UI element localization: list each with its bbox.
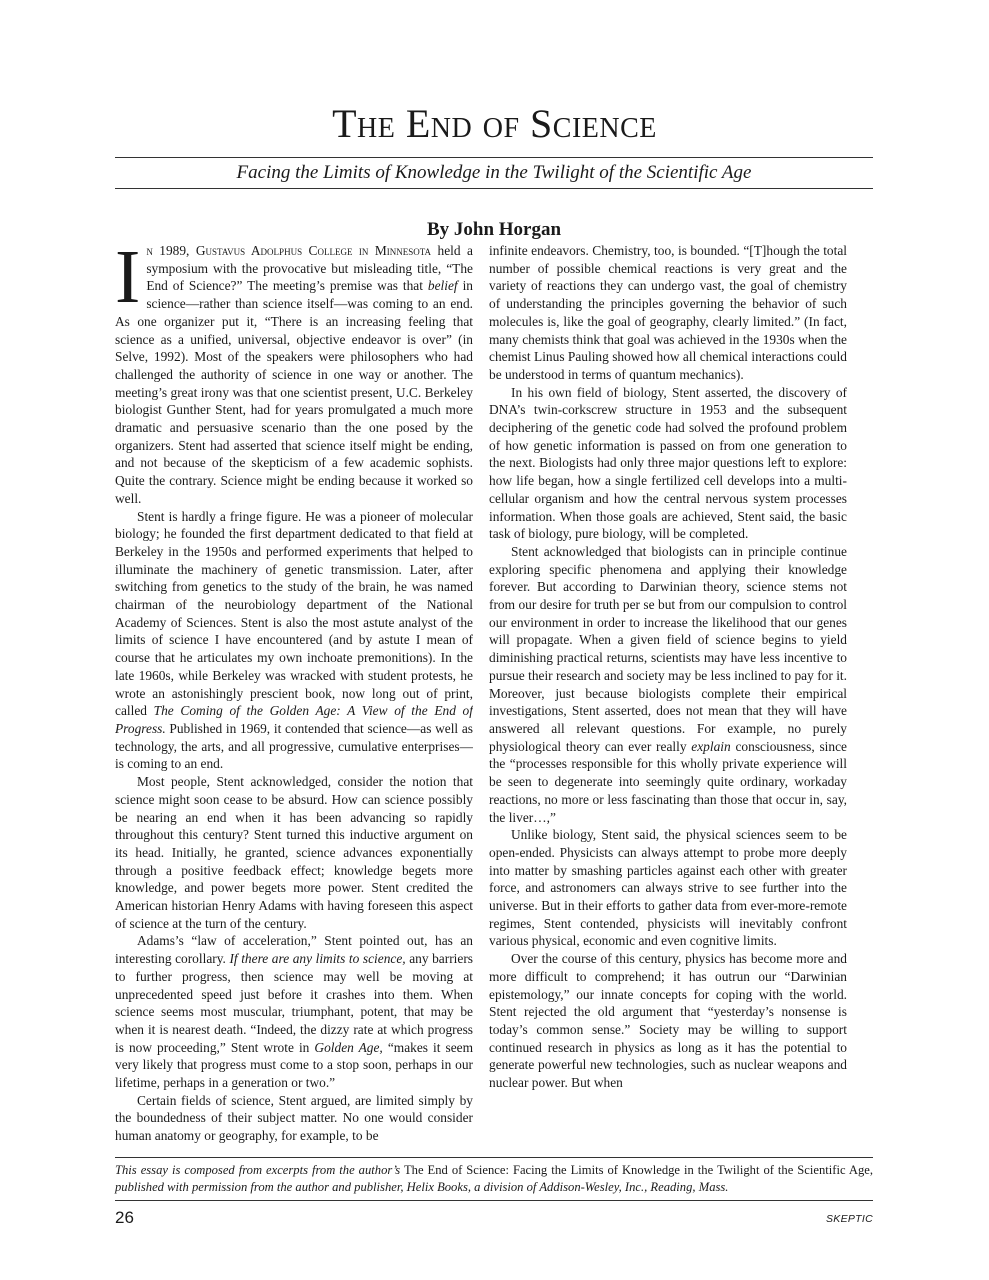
title-rule-bottom [115, 188, 873, 189]
left-column [115, 242, 473, 1152]
text-run: Adams’s “law of acceleration,” Stent pointed out, has an interesting corollary. [115, 933, 473, 967]
magazine-name: SKEPTIC [825, 1213, 873, 1225]
title-rule-top [115, 157, 873, 158]
text-run: held a symposium with the provocative but misleading title, “The End of Science?” The meeting’s premise was that [146, 243, 473, 294]
paragraph [489, 543, 847, 826]
footnote-book-title: The End of Science: Facing the Limits of Knowledge in the Twilight of the Scientific Age, [400, 1163, 873, 1177]
article-subtitle: Facing the Limits of Knowledge in the Twilight of the Scientific Age [236, 162, 752, 183]
text-run: consciousness, since the “processes responsible for this wholly private experience will be seen to degenerate into seemingly quite ordinary, workaday reactions, no more or less fascinating than those that occur in, say, the liver…,” [489, 738, 847, 825]
footnote-text: This essay is composed from excerpts from the author’s [115, 1163, 401, 1177]
book-title: The Coming of the Golden Age: A View of the End of Progress. [115, 703, 473, 736]
text-run: Published in 1969, it contended that science—as well as technology, the arts, and all progressive, cumulative enterprises—is coming to an end. [115, 720, 473, 772]
paragraph: Certain fields of science, Stent argued, are limited simply by the boundedness of their subject matter. No one would consider human anatomy or geography, for example, to be [115, 1092, 473, 1144]
paragraph: Most people, Stent acknowledged, consider the notion that science might soon cease to be absurd. How can science possibly be nearing an end when it has been advancing so rapidly throughout this century? Stent turned this inductive argument on its head. Initially, he granted, science advances exponentially through a positive feedback effect; knowledge begets more knowledge, and power begets more power. Stent credited the American historian Henry Adams with having foreseen this aspect of science at the turn of the century. [115, 774, 473, 931]
lead-in: n 1989, Gustavus Adolphus College in Minnesota [146, 243, 432, 258]
text-run: in science—rather than science itself—was coming to an end. As one organizer put it, “There is an increasing feeling that science as a unified, universal, objective endeavor is over” (in Selve, 1992). Most of the speakers were philosophers who had challenged the authority of science in one way or another. The meeting’s great irony was that one scientist present, U.C. Berkeley biologist Gunther Stent, had for years promulgated a much more dramatic and persuasive scenario than the one posed by the organizers. Stent had asserted that science itself might be ending, and not because of the skepticism of a few academic sophists. Quite the contrary. Science might be ending because it worked so well. [115, 278, 473, 506]
paragraph: infinite endeavors. Chemistry, too, is bounded. “[T]hough the total number of possible chemical reactions is very great and the variety of reactions they can undergo vast, the goal of chemistry of understanding the principles governing the behavior of such molecules is, like the goal of geography, clearly limited.” (In fact, many chemists think that goal was achieved in the 1930s when the chemist Linus Pauling showed how all chemical interactions could be understood in terms of quantum mechanics). [489, 243, 847, 382]
paragraph: Over the course of this century, physics has become more and more difficult to comprehend; it has outrun our “Darwinian epistemology,” our innate concepts for coping with the world. Stent rejected the old argument that “yesterday’s nonsense is today’s common sense.” Society may be willing to support continued research in physics as long as it has the potential to generate powerful new technologies, such as nuclear weapons and nuclear power. But when [489, 951, 847, 1091]
emphasis: belief [427, 278, 458, 294]
footnote-rule-top [115, 1157, 873, 1158]
emphasis: explain [691, 738, 731, 754]
text-run: “makes it seem very likely that progress must come to a stop soon, perhaps in our lifetime, perhaps in a generation or two.” [115, 1039, 473, 1091]
text-run: Stent is hardly a fringe figure. He was a pioneer of molecular biology; he founded the first department dedicated to that field at Berkeley in the 1950s and performed experiments that helped to illuminate the machinery of genetic transmission. Later, after switching from genetics to the study of the brain, he was named chairman of the neurobiology department of the National Academy of Sciences. Stent is also the most astute analyst of the limits of science I have encountered (and by astute I mean of course that he articulates my own inchoate premonitions). In the late 1960s, while Berkeley was wracked with student protests, he wrote an astonishingly prescient book, now long out of print, called [115, 508, 473, 719]
page-number: 26 [115, 1208, 134, 1227]
text-run: any barriers to further progress, then science may well be moving at unprecedented speed just before it crashes into them. When science seems most muscular, triumphant, potent, that may be when it is nearest death. “Indeed, the dizzy rate at which progress is now proceeding,” Stent wrote in [115, 951, 473, 1055]
drop-cap: I [115, 242, 141, 319]
paragraph [115, 508, 473, 774]
paragraph [115, 242, 473, 508]
text-run: Stent acknowledged that biologists can in principle continue exploring specific phenomena and applying their knowledge forever. But according to Darwinian theory, science stems not from our desire for truth per se but from our compulsion to control our environment in order to increase the likelihood that our genes will propagate. When a given field of science begins to yield diminishing practical returns, scientists may have less incentive to pursue their research and society may be less inclined to pay for it. Moreover, just because biologists complete their empirical investigations, Stent asserted, does not mean that they will have answered all relevant questions. For example, no purely physiological theory can ever really [489, 543, 847, 754]
footnote [115, 1162, 873, 1196]
byline: By John Horgan [426, 219, 562, 240]
article-title: The End of Science [332, 101, 657, 146]
paragraph: Unlike biology, Stent said, the physical sciences seem to be open-ended. Physicists can always attempt to probe more deeply into matter by smashing particles against each other with greater force, and astronomers can always strive to see further into the universe. But in their efforts to gather data from ever-more-remote regimes, Stent contended, physicists will inevitably confront various physical, economic and even cognitive limits. [489, 827, 847, 949]
book-title: Golden Age, [314, 1039, 383, 1055]
right-column [489, 242, 847, 1152]
footnote-rule-bottom [115, 1200, 873, 1201]
paragraph: In his own field of biology, Stent asserted, the discovery of DNA’s twin-corkscrew structure in 1953 and the subsequent deciphering of the genetic code had solved the profound problem of how genetic information is passed on from one generation to the next. Biologists had only three major questions left to explore: how life began, how a single fertilized cell develops into a multi-cellular organism and how the central nervous system processes information. When those goals are achieved, Stent said, the basic task of biology, pure biology, will be completed. [489, 384, 847, 542]
paragraph [115, 932, 473, 1091]
footnote-text: published with permission from the author and publisher, Helix Books, a division of Addison-Wesley, Inc., Reading, Mass. [115, 1180, 729, 1194]
emphasis: If there are any limits to science, [229, 951, 406, 967]
